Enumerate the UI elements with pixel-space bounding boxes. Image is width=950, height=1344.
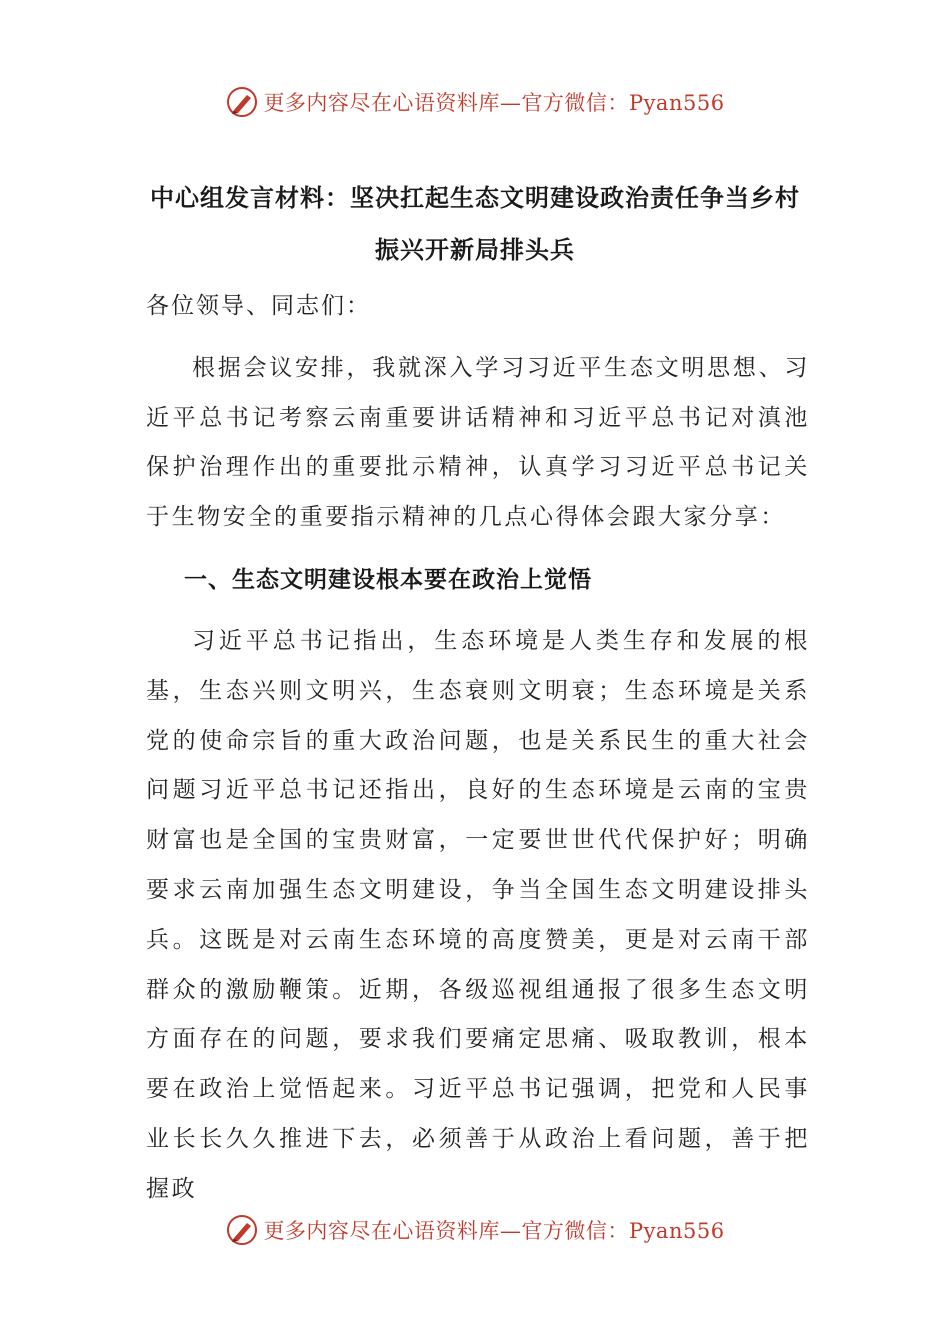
- section-heading-1: 一、生态文明建设根本要在政治上觉悟: [184, 567, 592, 593]
- pen-logo-icon: [225, 1213, 259, 1247]
- banner-text: 更多内容尽在心语资料库—官方微信：Pyan556: [263, 1219, 725, 1243]
- banner-text: 更多内容尽在心语资料库—官方微信：Pyan556: [263, 91, 725, 115]
- header-watermark-banner: [0, 82, 950, 122]
- salutation: 各位领导、同志们：: [146, 293, 371, 319]
- paragraph-intro: 根据会议安排，我就深入学习习近平生态文明思想、习近平总书记考察云南重要讲话精神和习近平总书记对滇池保护治理作出的重要批示精神，认真学习习近平总书记关于生物安全的重要指示精神的几点心得体会跟大家分享：: [146, 355, 810, 530]
- pen-logo-icon: [225, 85, 259, 119]
- footer-watermark-banner: [0, 1210, 950, 1250]
- document-title: 中心组发言材料：坚决扛起生态文明建设政治责任争当乡村振兴开新局排头兵: [150, 184, 800, 264]
- paragraph-section-1: 习近平总书记指出，生态环境是人类生存和发展的根基，生态兴则文明兴，生态衰则文明衰；生态环境是关系党的使命宗旨的重大政治问题，也是关系民生的重大社会问题习近平总书记还指出，良好的生态环境是云南的宝贵财富也是全国的宝贵财富，一定要世世代代保护好；明确要求云南加强生态文明建设，争当全国生态文明建设排头兵。这既是对云南生态环境的高度赞美，更是对云南干部群众的激励鞭策。近期，各级巡视组通报了很多生态文明方面存在的问题，要求我们要痛定思痛、吸取教训，根本要在政治上觉悟起来。习近平总书记强调，把党和人民事业长长久久推进下去，必须善于从政治上看问题，善于把握政: [146, 628, 810, 1202]
